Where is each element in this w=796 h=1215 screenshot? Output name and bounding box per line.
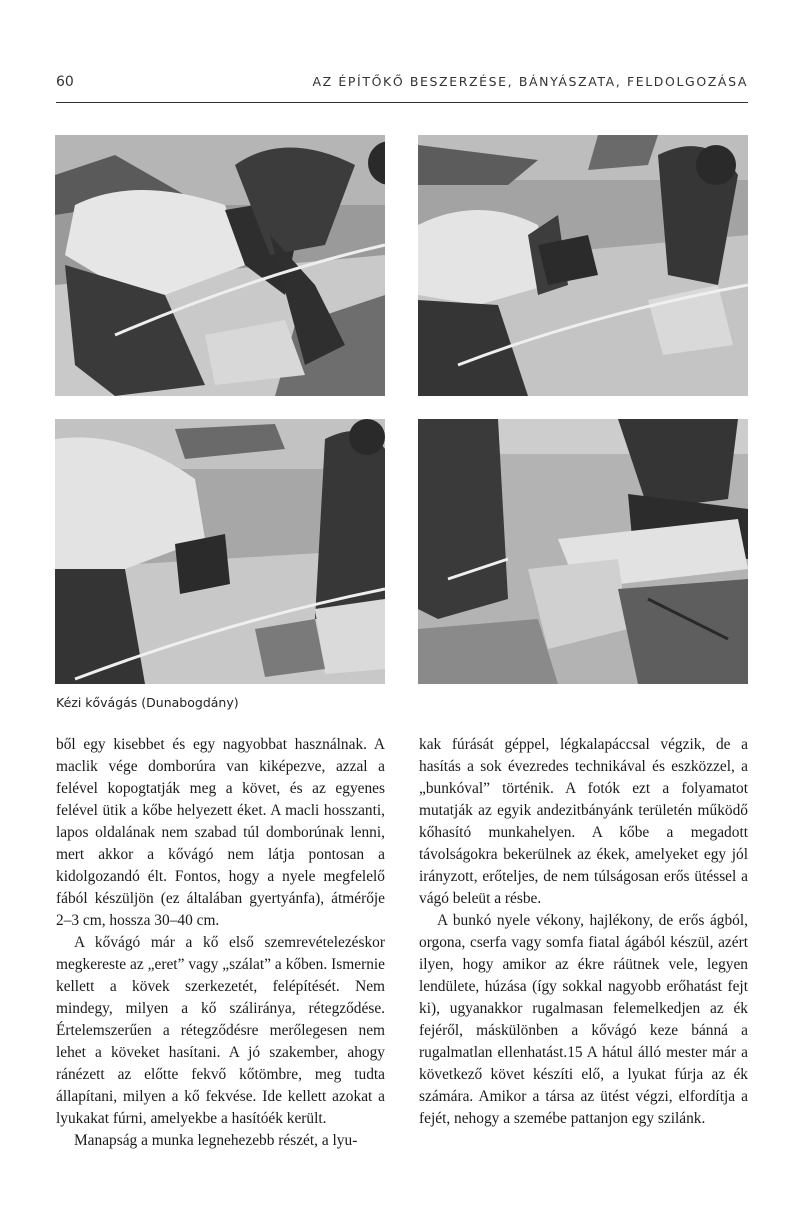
stonecutters-photo-2	[418, 135, 748, 396]
paragraph: ből egy kisebbet és egy nagyobbat használnak. A maclik vége domborúra van kiképezve, azzal a felével kopogtatják meg a követ, és az egyenes felével ütik a kőbe helyezett éket. A macli hosszanti, lapos oldalának nem szabad túl domborúnak lenni, mert akkor a kővágó nem látja pontosan a kidolgozandó élt. Fontos, hogy a nyele megfelelő fából készüljön (ez általában gyertyánfa), átmérője 2–3 cm, hossza 30–40 cm.	[56, 736, 385, 929]
paragraph: A kővágó már a kő első szemrevételezéskor megkereste az „eret” vagy „szálat” a kőben. Ismernie kellett a kövek szerkezetét, felépítését. Nem mindegy, milyen a kő száliránya, rétegződése. Értelemszerűen a rétegződésre merőlegesen nem lehet a köveket hasítani. A jó szakember, ahogy ránézett az előtte fekvő kőtömbre, meg tudta állapítani, milyen a kő fekvése. Ide kellett azokat a lyukakat fúrni, amelyekbe a hasítóék került.	[56, 934, 385, 1127]
stonecutters-photo-3	[55, 419, 385, 684]
running-title: AZ ÉPÍTŐKŐ BESZERZÉSE, BÁNYÁSZATA, FELDOLGOZÁSA	[312, 74, 748, 89]
figure-caption: Kézi kővágás (Dunabogdány)	[56, 695, 239, 710]
paragraph: A bunkó nyele vékony, hajlékony, de erős ágból, orgona, cserfa vagy somfa fiatal ágából készül, azért ilyen, hogy amikor az ékre ráütnek vele, legyen lendülete, húzása (így sokkal nagyobb erőhatást fejt ki), ugyanakkor rugalmasan felemelkedjen az ék fejéről, máskülönben a kővágó keze bánná a rugalmatlan ellenhatást.15 A hátul álló mester már a következő követ készíti elő, a lyukat fúrja az ék számára. Amikor a társa az ütést végzi, elfordítja a fejét, nehogy a szemébe pattanjon egy szilánk.	[419, 912, 748, 1127]
page-header	[56, 74, 748, 96]
page-number: 60	[56, 74, 74, 90]
header-rule	[56, 102, 748, 103]
text-column-left	[56, 734, 385, 1152]
paragraph: kak fúrását géppel, légkalapáccsal végzik, de a hasítás a sok évezredes technikával és eszközzel, a „bunkóval” történik. A fotók ezt a folyamatot mutatják az egyik andezitbányánk területén működő kőhasító munkahelyen. A kőbe a megadott távolságokra bekerülnek az ékek, amelyeket egy jól irányzott, erőteljes, de nem túlságosan erős ütéssel a vágó beleüt a résbe.	[419, 736, 748, 907]
stonecutters-photo-1	[55, 135, 385, 396]
stonecutters-photo-4	[418, 419, 748, 684]
text-column-right	[419, 734, 748, 1130]
paragraph: Manapság a munka legnehezebb részét, a lyu-	[74, 1132, 358, 1149]
